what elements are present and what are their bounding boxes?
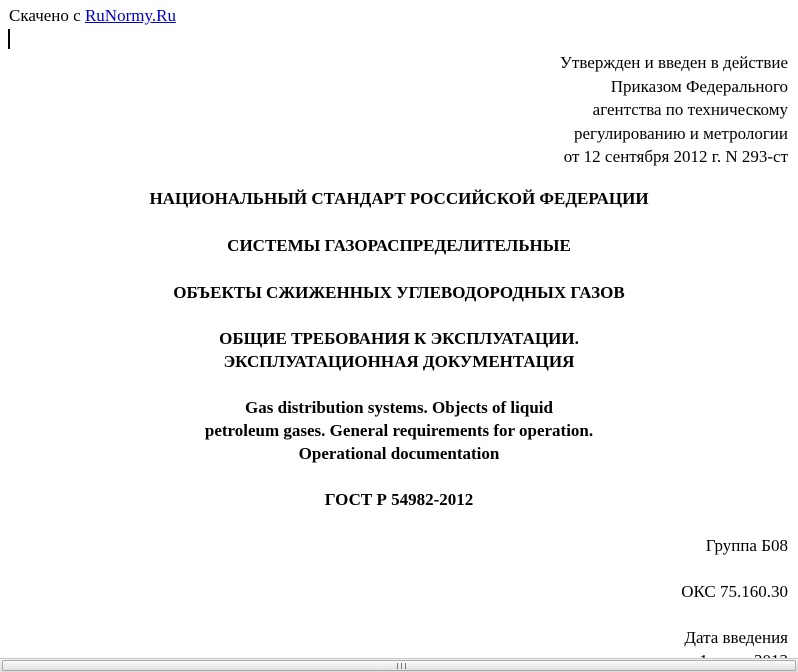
english-title-line2: petroleum gases. General requirements for operation. xyxy=(204,421,594,440)
approval-line: от 12 сентября 2012 г. N 293-ст xyxy=(563,147,788,166)
text-cursor xyxy=(8,29,10,49)
approval-block xyxy=(560,51,788,169)
approval-line: Утвержден и введен в действие xyxy=(559,53,788,72)
scrollbar-thumb[interactable] xyxy=(2,660,796,671)
grip-icon xyxy=(397,663,406,669)
approval-line: агентства по техническому xyxy=(592,100,788,119)
source-line xyxy=(9,6,176,26)
requirements-heading-line1: ОБЩИЕ ТРЕБОВАНИЯ К ЭКСПЛУАТАЦИИ. xyxy=(219,329,579,348)
systems-heading: СИСТЕМЫ ГАЗОРАСПРЕДЕЛИТЕЛЬНЫЕ xyxy=(227,236,571,255)
source-link[interactable]: RuNormy.Ru xyxy=(84,6,176,25)
objects-heading: ОБЪЕКТЫ СЖИЖЕННЫХ УГЛЕВОДОРОДНЫХ ГАЗОВ xyxy=(173,283,625,302)
horizontal-scrollbar[interactable] xyxy=(0,658,798,672)
requirements-heading-line2: ЭКСПЛУАТАЦИОННАЯ ДОКУМЕНТАЦИЯ xyxy=(223,352,575,371)
oks-code: ОКС 75.160.30 xyxy=(681,582,788,601)
source-prefix: Скачено с xyxy=(9,6,85,25)
group-code: Группа Б08 xyxy=(705,536,788,555)
national-standard-heading: НАЦИОНАЛЬНЫЙ СТАНДАРТ РОССИЙСКОЙ ФЕДЕРАЦИИ xyxy=(149,189,649,208)
approval-line: регулированию и метрологии xyxy=(573,123,788,143)
approval-line: Приказом Федерального xyxy=(610,76,788,96)
gost-number: ГОСТ Р 54982-2012 xyxy=(324,490,474,509)
english-title-line1: Gas distribution systems. Objects of liquid xyxy=(245,398,553,417)
english-title-line3: Operational documentation xyxy=(298,444,500,463)
intro-date-label: Дата введения xyxy=(684,628,788,647)
